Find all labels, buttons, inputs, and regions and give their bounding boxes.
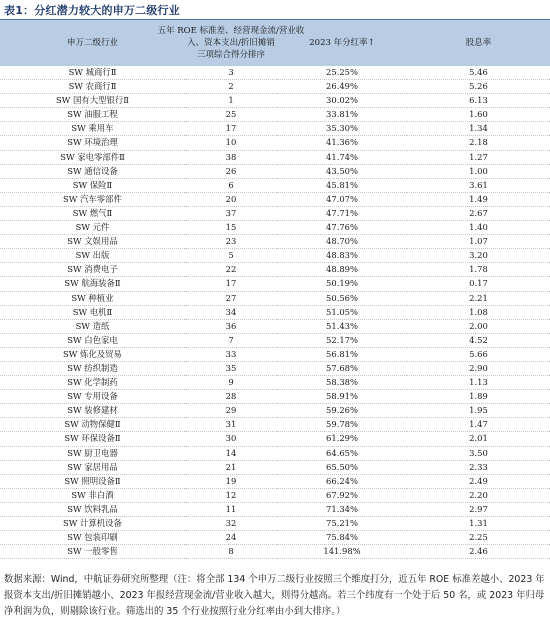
header-payout: 2023 年分红率↑ [277,20,407,66]
cell-rank: 35 [185,361,277,375]
cell-industry: SW 种植业 [0,291,185,305]
table-row [0,150,550,164]
cell-payout: 43.50% [277,164,407,178]
table-row [0,418,550,432]
cell-payout: 75.84% [277,531,407,545]
cell-rank: 23 [185,235,277,249]
cell-payout: 50.56% [277,291,407,305]
cell-rank: 26 [185,164,277,178]
cell-yield: 1.34 [407,122,550,136]
cell-yield: 2.01 [407,432,550,446]
table-row [0,305,550,319]
cell-rank: 12 [185,488,277,502]
cell-yield: 1.40 [407,221,550,235]
header-rank-line: 入、资本支出/折旧摊销 [187,38,275,48]
cell-rank: 34 [185,305,277,319]
cell-payout: 75.21% [277,517,407,531]
cell-payout: 47.76% [277,221,407,235]
cell-industry: SW 装修建材 [0,404,185,418]
cell-payout: 58.91% [277,390,407,404]
cell-payout: 59.26% [277,404,407,418]
footnote: 数据来源：Wind，中航证券研究所整理（注：将全部 134 个申万二级行业按照三个维度打分，近五年 ROE 标准差越小、2023 年报资本支出/折旧摊销越小、2023 年报经营现金流/营业收入越大，则得分越高。若三个纬度有一个处于后 50 名，或 2023 年归母净利润为负，则剔除该行业。筛选出的 35 个行业按照行业分红率由小到大排序。） [4,574,545,617]
cell-rank: 32 [185,517,277,531]
table-row [0,460,550,474]
cell-yield: 2.18 [407,136,550,150]
cell-yield: 3.20 [407,249,550,263]
cell-yield: 1.78 [407,263,550,277]
table-row [0,192,550,206]
cell-industry: SW 消费电子 [0,263,185,277]
cell-industry: SW 包装印刷 [0,531,185,545]
cell-yield: 1.27 [407,150,550,164]
cell-payout: 33.81% [277,108,407,122]
cell-industry: SW 电机Ⅱ [0,305,185,319]
table-title: 表1：分红潜力较大的申万二级行业 [4,4,180,17]
cell-industry: SW 油服工程 [0,108,185,122]
cell-rank: 28 [185,390,277,404]
table-row [0,376,550,390]
cell-payout: 64.65% [277,446,407,460]
table-row [0,404,550,418]
cell-payout: 141.98% [277,545,407,559]
table-row [0,545,550,559]
cell-industry: SW 家电零部件Ⅱ [0,150,185,164]
table-row [0,531,550,545]
cell-industry: SW 乘用车 [0,122,185,136]
cell-rank: 27 [185,291,277,305]
header-rank-line: 五年 ROE 标准差、经营现金流/营业收 [157,26,305,36]
cell-yield: 1.13 [407,376,550,390]
table-row [0,249,550,263]
table-row [0,474,550,488]
cell-industry: SW 环境治理 [0,136,185,150]
cell-rank: 30 [185,432,277,446]
table-row [0,347,550,361]
header-rank-line: 三项综合得分排序 [196,50,265,60]
cell-industry: SW 非白酒 [0,488,185,502]
cell-yield: 1.08 [407,305,550,319]
cell-rank: 8 [185,545,277,559]
cell-yield: 2.90 [407,361,550,375]
cell-payout: 48.89% [277,263,407,277]
cell-yield: 2.46 [407,545,550,559]
cell-yield: 5.26 [407,80,550,94]
cell-rank: 25 [185,108,277,122]
cell-rank: 6 [185,178,277,192]
cell-rank: 36 [185,319,277,333]
cell-rank: 5 [185,249,277,263]
cell-payout: 59.78% [277,418,407,432]
table-row [0,80,550,94]
cell-yield: 4.52 [407,333,550,347]
cell-industry: SW 动物保健Ⅱ [0,418,185,432]
header-rank [157,20,305,66]
cell-rank: 37 [185,206,277,220]
cell-industry: SW 环保设备Ⅱ [0,432,185,446]
cell-rank: 1 [185,94,277,108]
cell-yield: 2.67 [407,206,550,220]
cell-rank: 10 [185,136,277,150]
table-row [0,390,550,404]
cell-industry: SW 燃气Ⅱ [0,206,185,220]
cell-yield: 2.00 [407,319,550,333]
cell-yield: 1.95 [407,404,550,418]
cell-rank: 2 [185,80,277,94]
cell-industry: SW 国有大型银行Ⅱ [0,94,185,108]
cell-industry: SW 造纸 [0,319,185,333]
cell-rank: 31 [185,418,277,432]
cell-payout: 50.19% [277,277,407,291]
cell-payout: 58.38% [277,376,407,390]
cell-payout: 48.70% [277,235,407,249]
cell-yield: 5.66 [407,347,550,361]
cell-rank: 17 [185,277,277,291]
cell-payout: 41.74% [277,150,407,164]
cell-rank: 24 [185,531,277,545]
cell-rank: 29 [185,404,277,418]
cell-payout: 66.24% [277,474,407,488]
table-row [0,291,550,305]
cell-industry: SW 通信设备 [0,164,185,178]
cell-yield: 1.07 [407,235,550,249]
cell-yield: 2.21 [407,291,550,305]
cell-yield: 1.60 [407,108,550,122]
table-row [0,94,550,108]
table-row [0,164,550,178]
table-row [0,122,550,136]
table-body [0,66,550,559]
cell-industry: SW 元件 [0,221,185,235]
cell-industry: SW 家居用品 [0,460,185,474]
cell-rank: 9 [185,376,277,390]
cell-rank: 11 [185,502,277,516]
cell-payout: 52.17% [277,333,407,347]
cell-payout: 45.81% [277,178,407,192]
cell-payout: 35.30% [277,122,407,136]
cell-rank: 21 [185,460,277,474]
cell-industry: SW 出版 [0,249,185,263]
cell-rank: 15 [185,221,277,235]
table-row [0,361,550,375]
cell-industry: SW 白色家电 [0,333,185,347]
header-industry: 申万二级行业 [0,20,185,66]
cell-yield: 2.20 [407,488,550,502]
cell-industry: SW 化学制药 [0,376,185,390]
cell-yield: 0.17 [407,277,550,291]
cell-rank: 17 [185,122,277,136]
cell-yield: 3.50 [407,446,550,460]
industry-table [0,20,550,559]
cell-yield: 5.46 [407,66,550,80]
cell-industry: SW 炼化及贸易 [0,347,185,361]
table-row [0,263,550,277]
cell-yield: 1.00 [407,164,550,178]
cell-industry: SW 专用设备 [0,390,185,404]
cell-industry: SW 饮料乳品 [0,502,185,516]
cell-industry: SW 农商行Ⅱ [0,80,185,94]
cell-rank: 20 [185,192,277,206]
table-row [0,446,550,460]
table-row [0,432,550,446]
cell-payout: 71.34% [277,502,407,516]
cell-rank: 3 [185,66,277,80]
cell-yield: 2.97 [407,502,550,516]
table-row [0,502,550,516]
cell-payout: 30.02% [277,94,407,108]
table-row [0,136,550,150]
cell-payout: 26.49% [277,80,407,94]
header-row [0,20,550,66]
table-row [0,319,550,333]
cell-payout: 41.36% [277,136,407,150]
cell-payout: 47.07% [277,192,407,206]
cell-industry: SW 城商行Ⅱ [0,66,185,80]
cell-rank: 22 [185,263,277,277]
cell-rank: 7 [185,333,277,347]
cell-industry: SW 航海装备Ⅱ [0,277,185,291]
cell-rank: 33 [185,347,277,361]
cell-yield: 1.47 [407,418,550,432]
cell-payout: 51.43% [277,319,407,333]
cell-industry: SW 计算机设备 [0,517,185,531]
cell-industry: SW 一般零售 [0,545,185,559]
cell-payout: 25.25% [277,66,407,80]
cell-yield: 2.49 [407,474,550,488]
table-row [0,206,550,220]
cell-yield: 2.25 [407,531,550,545]
cell-rank: 38 [185,150,277,164]
cell-payout: 56.81% [277,347,407,361]
cell-payout: 65.50% [277,460,407,474]
header-yield: 股息率 [407,20,550,66]
table-row [0,517,550,531]
cell-yield: 1.89 [407,390,550,404]
cell-payout: 47.71% [277,206,407,220]
table-row [0,66,550,80]
cell-payout: 48.83% [277,249,407,263]
cell-payout: 61.29% [277,432,407,446]
cell-industry: SW 照明设备Ⅱ [0,474,185,488]
cell-yield: 3.61 [407,178,550,192]
cell-industry: SW 厨卫电器 [0,446,185,460]
cell-yield: 1.31 [407,517,550,531]
cell-industry: SW 纺织制造 [0,361,185,375]
table-row [0,178,550,192]
cell-industry: SW 汽车零部件 [0,192,185,206]
cell-yield: 1.49 [407,192,550,206]
cell-rank: 19 [185,474,277,488]
cell-industry: SW 保险Ⅱ [0,178,185,192]
cell-yield: 6.13 [407,94,550,108]
table-row [0,235,550,249]
cell-industry: SW 文娱用品 [0,235,185,249]
table-row [0,277,550,291]
table-row [0,108,550,122]
cell-yield: 2.33 [407,460,550,474]
table-row [0,488,550,502]
cell-payout: 51.05% [277,305,407,319]
table-row [0,221,550,235]
cell-rank: 14 [185,446,277,460]
cell-payout: 57.68% [277,361,407,375]
table-row [0,333,550,347]
cell-payout: 67.92% [277,488,407,502]
